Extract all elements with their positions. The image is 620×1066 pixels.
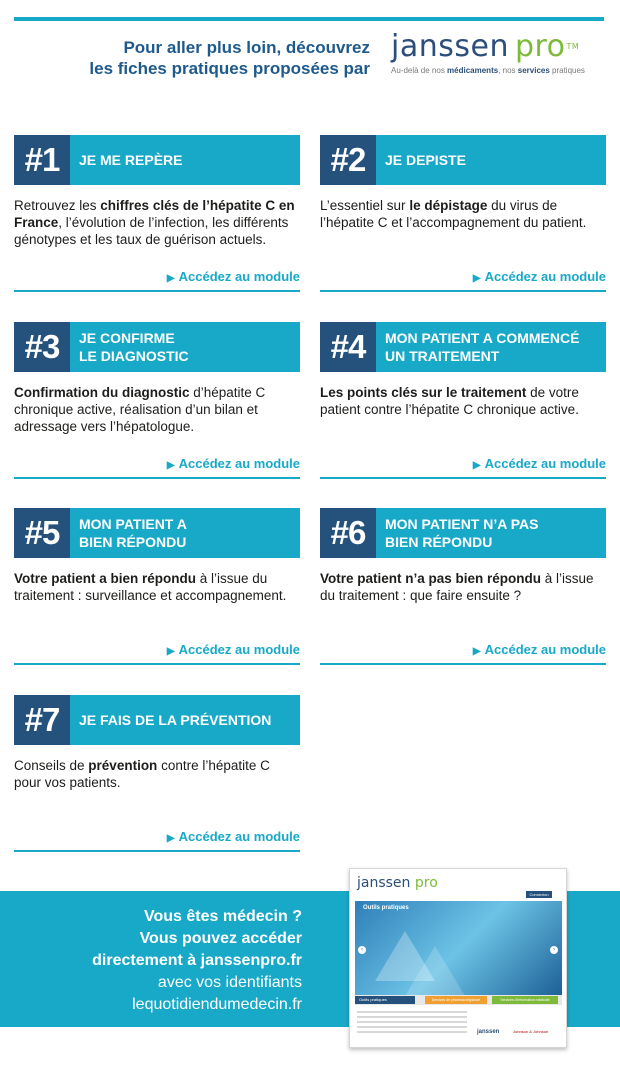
module-2: [320, 135, 606, 292]
module-description: [14, 384, 300, 450]
play-arrow-icon: ▶: [166, 273, 175, 284]
module-link[interactable]: [320, 456, 606, 471]
intro-line-2: les fiches pratiques proposées par: [89, 59, 370, 78]
module-number: #1: [14, 135, 70, 185]
module-divider: [14, 290, 300, 292]
top-rule: [14, 17, 604, 21]
module-title-line-2: UN TRAITEMENT: [385, 348, 500, 364]
module-title-line-1: JE DEPISTE: [385, 152, 466, 168]
module-divider: [320, 663, 606, 665]
module-number: #4: [320, 322, 376, 372]
module-link[interactable]: [14, 456, 300, 471]
module-link-label: Accédez au module: [178, 269, 300, 284]
module-title: [376, 135, 606, 185]
module-number: #6: [320, 508, 376, 558]
intro-line-1: Pour aller plus loin, découvrez: [123, 38, 370, 57]
intro-heading: [40, 37, 370, 79]
play-arrow-icon: ▶: [166, 833, 175, 844]
janssen-pro-logo[interactable]: [391, 30, 591, 86]
module-7: [14, 695, 300, 852]
description-text: à l’issue du traitement : surveillance et accompagnement.: [14, 571, 287, 603]
module-title-line-1: MON PATIENT A: [79, 516, 187, 532]
module-description: [320, 384, 606, 450]
module-link-label: Accédez au module: [178, 456, 300, 471]
module-title: [70, 135, 300, 185]
shot-prev-icon: ‹: [358, 946, 366, 954]
module-number: #7: [14, 695, 70, 745]
description-bold: chiffres clés de l’hépatite C en France: [14, 198, 295, 230]
logo-tm: TM: [566, 42, 580, 51]
module-divider: [14, 663, 300, 665]
description-text: , l’évolution de l’infection, les différents génotypes et les taux de guérison actuels.: [14, 215, 289, 247]
footer-line-3[interactable]: directement à janssenpro.fr: [92, 952, 302, 969]
play-arrow-icon: ▶: [472, 646, 481, 657]
module-header: [320, 322, 606, 372]
play-arrow-icon: ▶: [472, 273, 481, 284]
footer-text: [40, 906, 302, 1016]
module-1: [14, 135, 300, 292]
module-header: [14, 695, 300, 745]
description-text: contre l’hépatite C pour vos patients.: [14, 758, 270, 790]
shot-connect-button: Connexion: [526, 891, 552, 898]
module-link[interactable]: [320, 269, 606, 284]
module-divider: [320, 477, 606, 479]
footer-line-1: Vous êtes médecin ?: [144, 908, 302, 925]
module-link-label: Accédez au module: [484, 642, 606, 657]
module-link-label: Accédez au module: [484, 269, 606, 284]
shot-next-icon: ›: [550, 946, 558, 954]
tagline-part: , nos: [498, 66, 518, 75]
module-title-line-1: MON PATIENT N’A PAS: [385, 516, 539, 532]
module-title-line-1: JE FAIS DE LA PRÉVENTION: [79, 712, 272, 728]
module-description: [14, 570, 300, 636]
shot-hero: [355, 901, 562, 999]
play-arrow-icon: ▶: [166, 460, 175, 471]
module-description: [320, 197, 606, 263]
footer-line-5[interactable]: lequotidiendumedecin.fr: [132, 996, 302, 1013]
module-header: [320, 135, 606, 185]
module-link[interactable]: [14, 829, 300, 844]
shot-pill-info: Services d’information médicale: [492, 996, 558, 1004]
shot-text-lines: [357, 1011, 467, 1036]
play-arrow-icon: ▶: [166, 646, 175, 657]
module-title-line-1: JE CONFIRME: [79, 330, 175, 346]
description-bold: Les points clés sur le traitement: [320, 385, 527, 400]
description-text: à l’issue du traitement : que faire ensuite ?: [320, 571, 594, 603]
logo-pro: pro: [514, 29, 566, 64]
play-arrow-icon: ▶: [472, 460, 481, 471]
shot-triangle: [405, 946, 465, 996]
module-title: [376, 322, 606, 372]
module-link-label: Accédez au module: [178, 642, 300, 657]
website-screenshot: [349, 868, 567, 1048]
module-number: #2: [320, 135, 376, 185]
description-text: d’hépatite C chronique active, réalisation d’un bilan et adressage vers l’hépatologue.: [14, 385, 266, 434]
description-text: Retrouvez les: [14, 198, 101, 213]
module-link[interactable]: [14, 269, 300, 284]
module-title: [70, 508, 300, 558]
tagline-part: Au-delà de nos: [391, 66, 448, 75]
logo-tagline: [391, 66, 591, 75]
shot-pill-pharmacovigilance: Services de pharmacovigilance: [425, 996, 487, 1004]
shot-jj-logo: Johnson & Johnson: [513, 1029, 549, 1034]
description-bold: Votre patient a bien répondu: [14, 571, 197, 586]
logo-wordmark: [391, 30, 591, 64]
description-bold: Votre patient n’a pas bien répondu: [320, 571, 542, 586]
tagline-bold: médicaments: [447, 66, 499, 75]
module-description: [320, 570, 606, 636]
module-header: [14, 135, 300, 185]
shot-janssen-logo: janssen: [477, 1029, 500, 1035]
module-link-label: Accédez au module: [178, 829, 300, 844]
tagline-bold: services: [517, 66, 550, 75]
module-divider: [320, 290, 606, 292]
description-bold: Confirmation du diagnostic: [14, 385, 190, 400]
module-title-line-1: MON PATIENT A COMMENCÉ: [385, 330, 580, 346]
logo-janssen: janssen: [391, 29, 509, 64]
footer-line-4: avec vos identifiants: [157, 974, 302, 991]
module-link[interactable]: [320, 642, 606, 657]
module-title-line-2: BIEN RÉPONDU: [385, 534, 493, 550]
description-text: du virus de l’hépatite C et l’accompagnement du patient.: [320, 198, 587, 230]
module-title-line-2: BIEN RÉPONDU: [79, 534, 187, 550]
module-description: [14, 197, 300, 263]
shot-logo: janssen pro: [357, 875, 438, 891]
description-bold: le dépistage: [409, 198, 488, 213]
module-number: #3: [14, 322, 70, 372]
module-title: [70, 322, 300, 372]
description-text: de votre patient contre l’hépatite C chronique active.: [320, 385, 579, 417]
module-divider: [14, 850, 300, 852]
module-title: [376, 508, 606, 558]
module-5: [14, 508, 300, 665]
module-header: [14, 508, 300, 558]
module-number: #5: [14, 508, 70, 558]
module-4: [320, 322, 606, 479]
module-3: [14, 322, 300, 479]
module-6: [320, 508, 606, 665]
module-title-line-1: JE ME REPÈRE: [79, 152, 183, 168]
footer-line-2: Vous pouvez accéder: [139, 930, 302, 947]
tagline-part: pratiques: [549, 66, 585, 75]
description-text: Conseils de: [14, 758, 89, 773]
description-bold: prévention: [88, 758, 158, 773]
description-text: L’essentiel sur: [320, 198, 410, 213]
module-divider: [14, 477, 300, 479]
module-header: [14, 322, 300, 372]
module-link-label: Accédez au module: [484, 456, 606, 471]
module-description: [14, 757, 300, 823]
module-title: [70, 695, 300, 745]
module-header: [320, 508, 606, 558]
module-link[interactable]: [14, 642, 300, 657]
shot-hero-title: Outils pratiques: [363, 905, 409, 911]
module-title-line-2: LE DIAGNOSTIC: [79, 348, 189, 364]
shot-nav-tab: Outils pratiques: [355, 996, 415, 1004]
